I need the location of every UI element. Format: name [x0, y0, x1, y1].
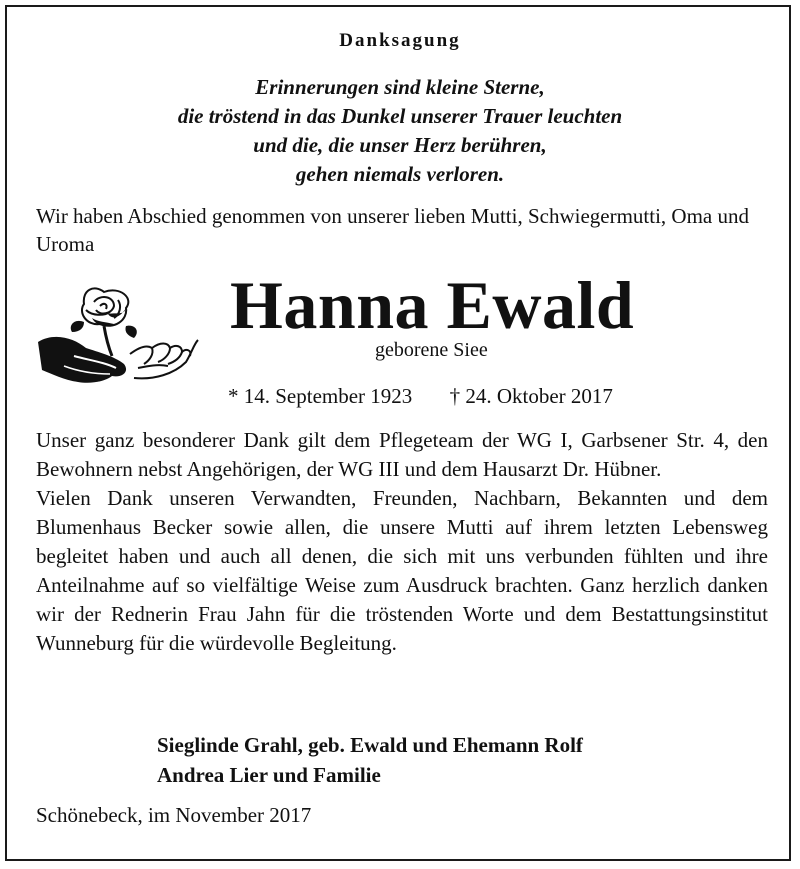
notice-heading: Danksagung	[339, 30, 461, 51]
signers	[157, 730, 583, 790]
thanks-paragraph: Unser ganz besonderer Dank gilt dem Pflegeteam der WG I, Garbsener Str. 4, den Bewohnern nebst Angehörigen, der WG III und dem Hausarzt Dr. Hübner.	[36, 428, 768, 481]
poem-line: Erinnerungen sind kleine Sterne,	[255, 75, 545, 99]
poem-line: die tröstend in das Dunkel unserer Trauer leuchten	[177, 104, 623, 128]
signer-line: Andrea Lier und Familie	[157, 763, 381, 787]
deceased-name: Hanna Ewald	[230, 267, 635, 343]
thanks-body	[36, 426, 768, 658]
life-dates	[228, 383, 613, 409]
poem-line: und die, die unser Herz berühren,	[253, 133, 547, 157]
poem-line: gehen niemals verloren.	[295, 162, 505, 186]
birth-date: * 14. September 1923	[228, 384, 413, 408]
poem	[0, 73, 800, 189]
death-date: † 24. Oktober 2017	[449, 384, 613, 408]
place-date: Schönebeck, im November 2017	[36, 803, 312, 827]
rose-in-hands-icon	[34, 282, 202, 390]
maiden-name: geborene Siee	[375, 339, 488, 361]
intro-text: Wir haben Abschied genommen von unserer lieben Mutti, Schwiegermutti, Oma und Uroma	[36, 204, 749, 256]
thanks-paragraph: Vielen Dank unseren Verwandten, Freunden, Nachbarn, Bekannten und dem Blumenhaus Becker sowie allen, die unsere Mutti auf ihrem letzten Lebensweg begleitet haben und auch all denen, die sich mit uns verbunden fühlten und ihre Anteilnahme auf so vielfältige Weise zum Ausdruck brachten. Ganz herzlich danken wir der Rednerin Frau Jahn für die tröstenden Worte und dem Bestattungsinstitut Wunneburg für die würdevolle Begleitung.	[36, 486, 768, 655]
signer-line: Sieglinde Grahl, geb. Ewald und Ehemann Rolf	[157, 733, 583, 757]
